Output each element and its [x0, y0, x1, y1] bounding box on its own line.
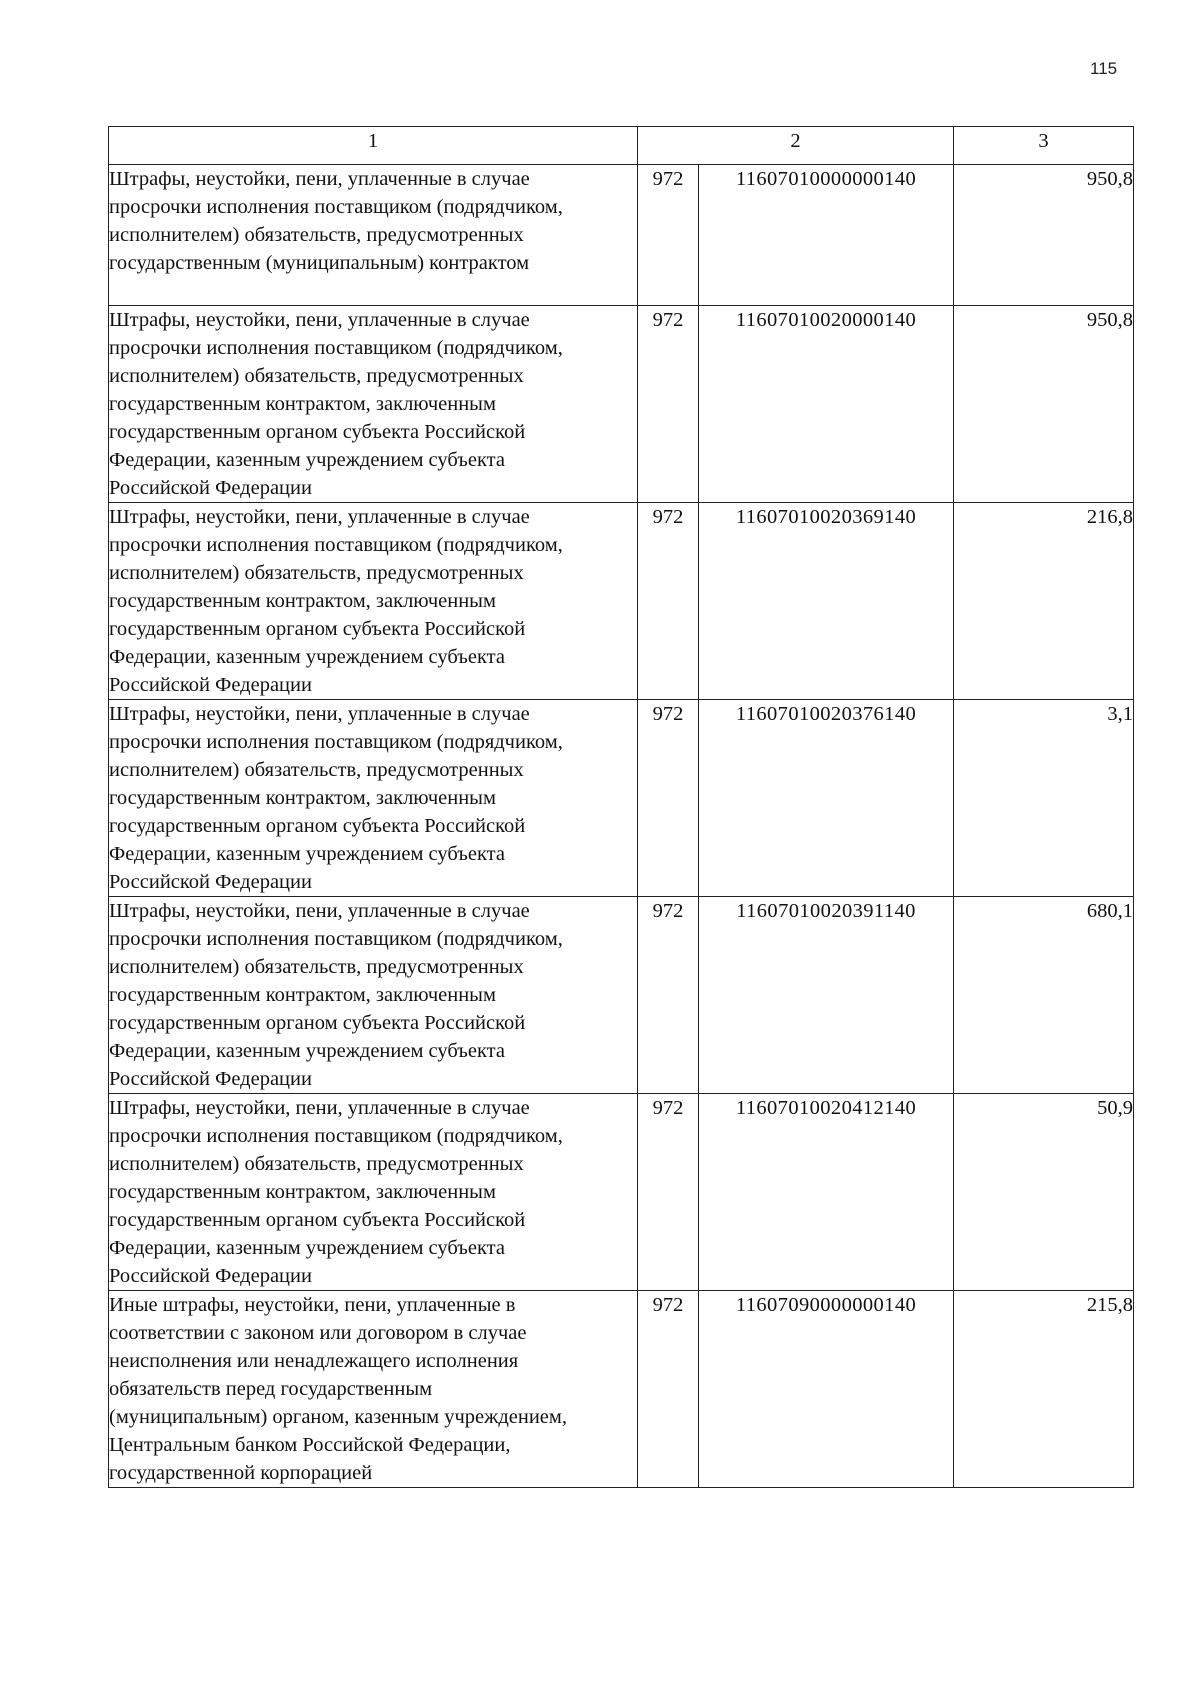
header-col-3: 3	[954, 127, 1134, 165]
header-col-2: 2	[638, 127, 954, 165]
row-description: Штрафы, неустойки, пени, уплаченные в случае просрочки исполнения поставщиком (подрядчиком, исполнителем) обязательств, предусмотренных государственным контрактом, заключенным государственным органом субъекта Российской Федерации, казенным учреждением субъекта Российской Федерации	[109, 897, 638, 1094]
table-row	[109, 503, 1134, 700]
row-description: Штрафы, неустойки, пени, уплаченные в случае просрочки исполнения поставщиком (подрядчиком, исполнителем) обязательств, предусмотренных государственным контрактом, заключенным государственным органом субъекта Российской Федерации, казенным учреждением субъекта Российской Федерации	[109, 503, 638, 700]
row-amount: 215,8	[954, 1291, 1134, 1488]
table-row	[109, 897, 1134, 1094]
table-row	[109, 700, 1134, 897]
row-amount: 216,8	[954, 503, 1134, 700]
row-admin-code: 972	[638, 165, 699, 306]
row-amount: 3,1	[954, 700, 1134, 897]
row-amount: 50,9	[954, 1094, 1134, 1291]
row-budget-code: 11607010020000140	[699, 306, 954, 503]
header-row	[109, 127, 1134, 165]
row-budget-code: 11607010020391140	[699, 897, 954, 1094]
table-row	[109, 306, 1134, 503]
row-amount: 950,8	[954, 306, 1134, 503]
row-budget-code: 11607010000000140	[699, 165, 954, 306]
table-row	[109, 1094, 1134, 1291]
row-admin-code: 972	[638, 897, 699, 1094]
header-col-1: 1	[109, 127, 638, 165]
row-admin-code: 972	[638, 1094, 699, 1291]
row-admin-code: 972	[638, 306, 699, 503]
table-row	[109, 1291, 1134, 1488]
row-description: Штрафы, неустойки, пени, уплаченные в случае просрочки исполнения поставщиком (подрядчиком, исполнителем) обязательств, предусмотренных государственным контрактом, заключенным государственным органом субъекта Российской Федерации, казенным учреждением субъекта Российской Федерации	[109, 1094, 638, 1291]
row-description: Штрафы, неустойки, пени, уплаченные в случае просрочки исполнения поставщиком (подрядчиком, исполнителем) обязательств, предусмотренных государственным контрактом, заключенным государственным органом субъекта Российской Федерации, казенным учреждением субъекта Российской Федерации	[109, 700, 638, 897]
row-description: Иные штрафы, неустойки, пени, уплаченные в соответствии с законом или договором в случае неисполнения или ненадлежащего исполнения обязательств перед государственным (муниципальным) органом, казенным учреждением, Центральным банком Российской Федерации, государственной корпорацией	[109, 1291, 638, 1488]
row-amount: 950,8	[954, 165, 1134, 306]
row-budget-code: 11607010020376140	[699, 700, 954, 897]
row-budget-code: 11607090000000140	[699, 1291, 954, 1488]
row-admin-code: 972	[638, 1291, 699, 1488]
row-admin-code: 972	[638, 700, 699, 897]
row-amount: 680,1	[954, 897, 1134, 1094]
row-budget-code: 11607010020369140	[699, 503, 954, 700]
row-description: Штрафы, неустойки, пени, уплаченные в случае просрочки исполнения поставщиком (подрядчиком, исполнителем) обязательств, предусмотренных государственным (муниципальным) контрактом	[109, 165, 638, 306]
row-admin-code: 972	[638, 503, 699, 700]
row-description: Штрафы, неустойки, пени, уплаченные в случае просрочки исполнения поставщиком (подрядчиком, исполнителем) обязательств, предусмотренных государственным контрактом, заключенным государственным органом субъекта Российской Федерации, казенным учреждением субъекта Российской Федерации	[109, 306, 638, 503]
row-budget-code: 11607010020412140	[699, 1094, 954, 1291]
table-row	[109, 165, 1134, 306]
budget-revenue-table	[108, 126, 1134, 1488]
page-number: 115	[1090, 59, 1118, 78]
